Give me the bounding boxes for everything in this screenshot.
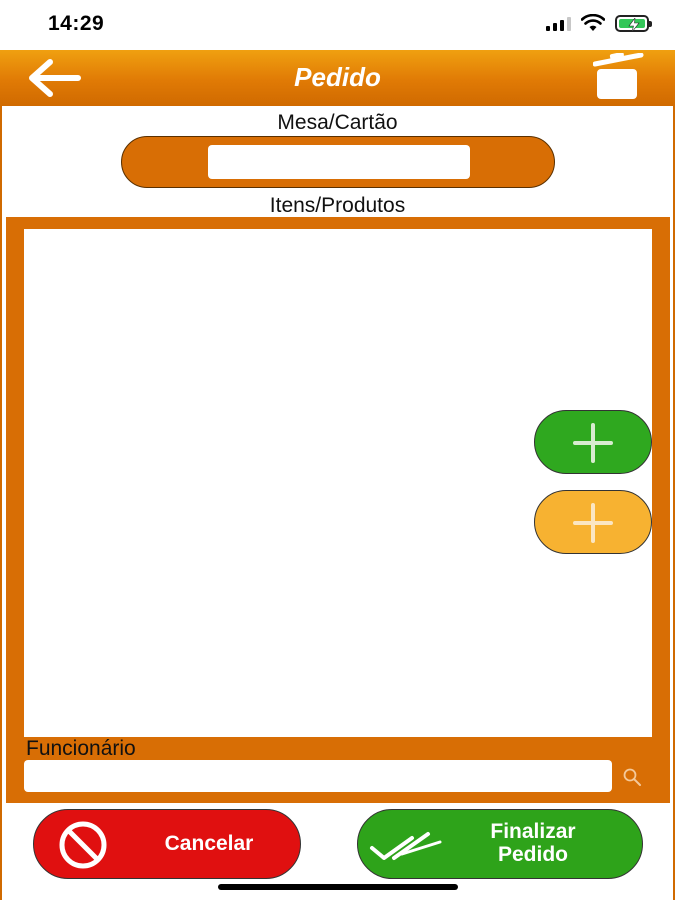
trash-icon (593, 53, 653, 103)
add-item-button[interactable] (534, 410, 652, 474)
double-check-icon (366, 818, 446, 872)
search-icon[interactable] (620, 765, 644, 789)
app-header (0, 50, 675, 106)
finish-label (458, 820, 608, 866)
finish-label-line1: Finalizar (490, 820, 576, 843)
funcionario-input[interactable] (24, 760, 612, 792)
wifi-icon (581, 14, 605, 32)
delete-order-button[interactable] (593, 53, 653, 103)
mesa-label: Mesa/Cartão (277, 111, 398, 134)
funcionario-label: Funcionário (26, 737, 136, 760)
status-time: 14:29 (48, 12, 105, 35)
status-bar (0, 0, 675, 50)
home-indicator (218, 884, 458, 890)
finish-order-button[interactable] (357, 809, 643, 879)
prohibited-icon (56, 818, 110, 872)
add-extra-button[interactable] (534, 490, 652, 554)
plus-icon (569, 419, 617, 467)
mesa-input[interactable] (208, 145, 470, 179)
mesa-field-container (121, 136, 555, 188)
cancel-label: Cancelar (164, 832, 254, 855)
cellular-signal-icon (546, 15, 571, 31)
status-icons (546, 14, 649, 32)
finish-label-line2: Pedido (497, 843, 568, 866)
cancel-button[interactable] (33, 809, 301, 879)
items-label: Itens/Produtos (269, 194, 406, 217)
battery-icon (615, 15, 649, 32)
page-title: Pedido (294, 62, 381, 92)
items-list[interactable] (24, 229, 652, 737)
plus-icon (569, 499, 617, 547)
